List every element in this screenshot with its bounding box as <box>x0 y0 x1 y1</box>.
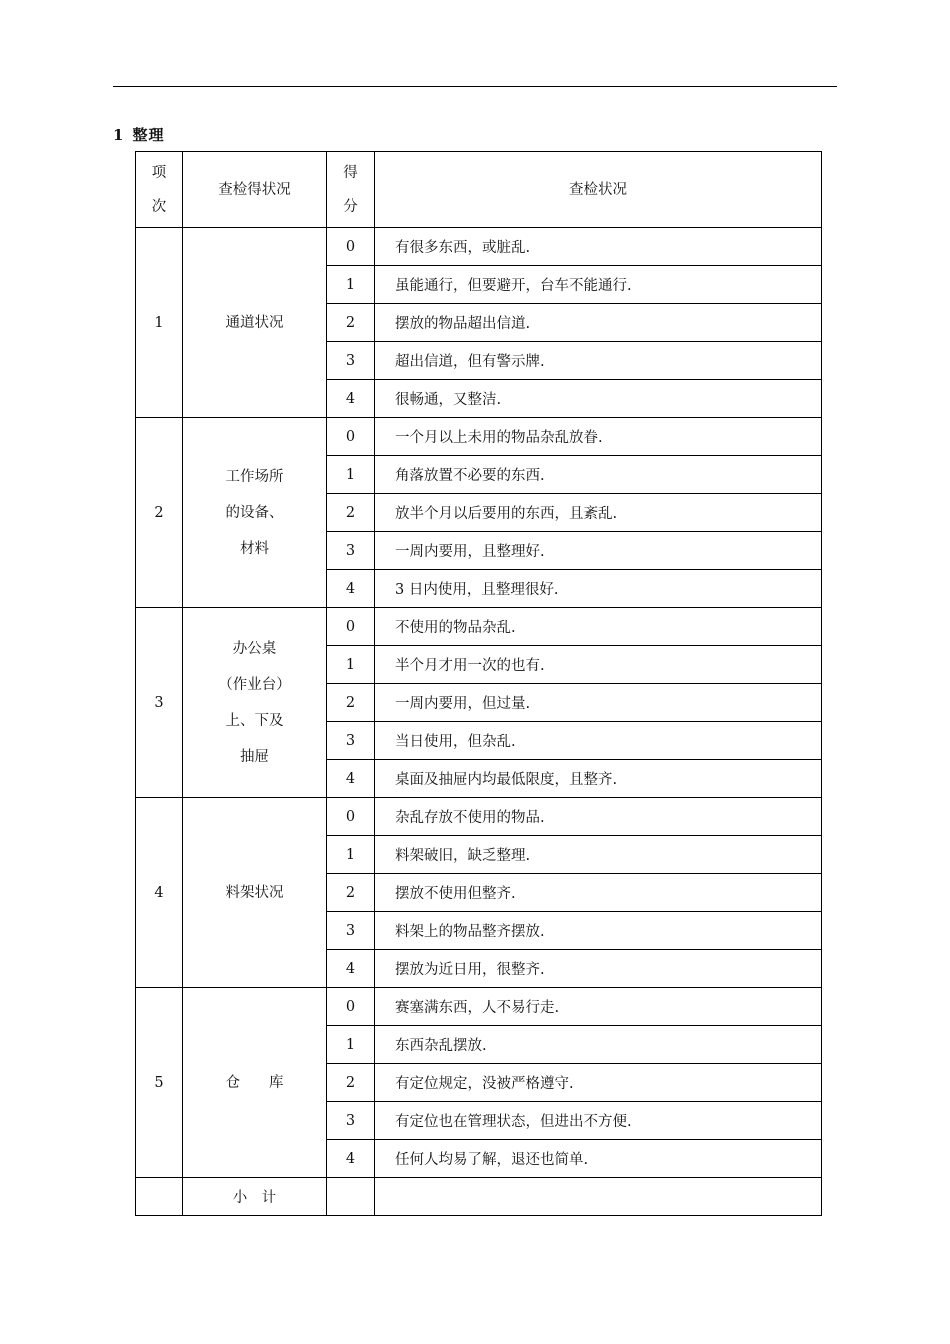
score-cell: 4 <box>327 1140 375 1178</box>
check-description: 半个月才用一次的也有. <box>375 646 822 684</box>
item-number: 5 <box>136 988 183 1178</box>
check-description: 料架破旧，缺乏整理. <box>375 836 822 874</box>
condition-name-line: 仓 库 <box>225 1074 284 1091</box>
condition-name-line: 材料 <box>240 540 269 557</box>
inspection-table <box>135 151 822 1216</box>
subtotal-label: 小 计 <box>183 1178 327 1216</box>
score-cell: 4 <box>327 380 375 418</box>
condition-name-line: 上、下及 <box>225 712 284 729</box>
check-description: 任何人均易了解，退还也简单. <box>375 1140 822 1178</box>
check-description: 桌面及抽屉内均最低限度，且整齐. <box>375 760 822 798</box>
score-cell: 2 <box>327 494 375 532</box>
section-heading: 整理 <box>132 126 165 144</box>
header-score-line: 得 <box>343 164 358 181</box>
table-row <box>136 798 822 836</box>
check-description: 料架上的物品整齐摆放. <box>375 912 822 950</box>
condition-name-line: 的设备、 <box>225 504 284 521</box>
score-cell: 0 <box>327 418 375 456</box>
subtotal-score-cell <box>327 1178 375 1216</box>
condition-name-line: 抽屉 <box>240 748 269 765</box>
check-description: 3 日内使用，且整理很好. <box>375 570 822 608</box>
check-description: 虽能通行，但要避开，台车不能通行. <box>375 266 822 304</box>
header-item-line: 次 <box>151 198 167 215</box>
item-number: 3 <box>136 608 183 798</box>
score-cell: 3 <box>327 722 375 760</box>
check-description: 有定位规定，没被严格遵守. <box>375 1064 822 1102</box>
check-description: 一周内要用，且整理好. <box>375 532 822 570</box>
subtotal-check-cell <box>375 1178 822 1216</box>
condition-name <box>183 228 327 418</box>
score-cell: 0 <box>327 798 375 836</box>
check-description: 东西杂乱摆放. <box>375 1026 822 1064</box>
check-description: 很畅通，又整洁. <box>375 380 822 418</box>
section-title <box>113 124 172 145</box>
table-row <box>136 608 822 646</box>
item-number: 1 <box>136 228 183 418</box>
header-item <box>136 152 183 228</box>
header-rule <box>113 86 837 87</box>
score-cell: 2 <box>327 684 375 722</box>
condition-name <box>183 608 327 798</box>
condition-name <box>183 418 327 608</box>
score-cell: 4 <box>327 760 375 798</box>
check-description: 一个月以上未用的物品杂乱放眷. <box>375 418 822 456</box>
score-cell: 3 <box>327 912 375 950</box>
header-item-line: 项 <box>151 164 167 181</box>
header-score-line: 分 <box>343 198 358 215</box>
score-cell: 1 <box>327 1026 375 1064</box>
header-condition: 查检得状况 <box>183 152 327 228</box>
score-cell: 2 <box>327 1064 375 1102</box>
check-description: 摆放不使用但整齐. <box>375 874 822 912</box>
table-row <box>136 228 822 266</box>
check-description: 有很多东西，或脏乱. <box>375 228 822 266</box>
check-description: 角落放置不必要的东西. <box>375 456 822 494</box>
condition-name <box>183 988 327 1178</box>
score-cell: 4 <box>327 950 375 988</box>
header-check: 查检状况 <box>375 152 822 228</box>
condition-name-line: 办公桌 <box>232 640 277 657</box>
score-cell: 1 <box>327 646 375 684</box>
check-description: 有定位也在管理状态，但进出不方便. <box>375 1102 822 1140</box>
score-cell: 1 <box>327 836 375 874</box>
condition-name-line: 料架状况 <box>225 884 284 901</box>
condition-name-line: 通道状况 <box>225 314 284 331</box>
subtotal-row <box>136 1178 822 1216</box>
score-cell: 0 <box>327 988 375 1026</box>
header-score <box>327 152 375 228</box>
subtotal-item-cell <box>136 1178 183 1216</box>
score-cell: 3 <box>327 1102 375 1140</box>
item-number: 2 <box>136 418 183 608</box>
condition-name <box>183 798 327 988</box>
score-cell: 0 <box>327 608 375 646</box>
score-cell: 2 <box>327 874 375 912</box>
score-cell: 1 <box>327 456 375 494</box>
score-cell: 2 <box>327 304 375 342</box>
condition-name-line: （作业台） <box>218 676 291 693</box>
section-number: 1 <box>113 126 125 144</box>
check-description: 赛塞满东西，人不易行走. <box>375 988 822 1026</box>
check-description: 摆放为近日用，很整齐. <box>375 950 822 988</box>
check-description: 放半个月以后要用的东西，且紊乱. <box>375 494 822 532</box>
score-cell: 4 <box>327 570 375 608</box>
table-row <box>136 988 822 1026</box>
check-description: 超出信道，但有警示牌. <box>375 342 822 380</box>
table-row <box>136 418 822 456</box>
score-cell: 3 <box>327 532 375 570</box>
check-description: 当日使用，但杂乱. <box>375 722 822 760</box>
table-header-row <box>136 152 822 228</box>
check-description: 杂乱存放不使用的物品. <box>375 798 822 836</box>
score-cell: 0 <box>327 228 375 266</box>
check-description: 一周内要用，但过量. <box>375 684 822 722</box>
score-cell: 1 <box>327 266 375 304</box>
check-description: 不使用的物品杂乱. <box>375 608 822 646</box>
check-description: 摆放的物品超出信道. <box>375 304 822 342</box>
score-cell: 3 <box>327 342 375 380</box>
condition-name-line: 工作场所 <box>225 468 284 485</box>
item-number: 4 <box>136 798 183 988</box>
